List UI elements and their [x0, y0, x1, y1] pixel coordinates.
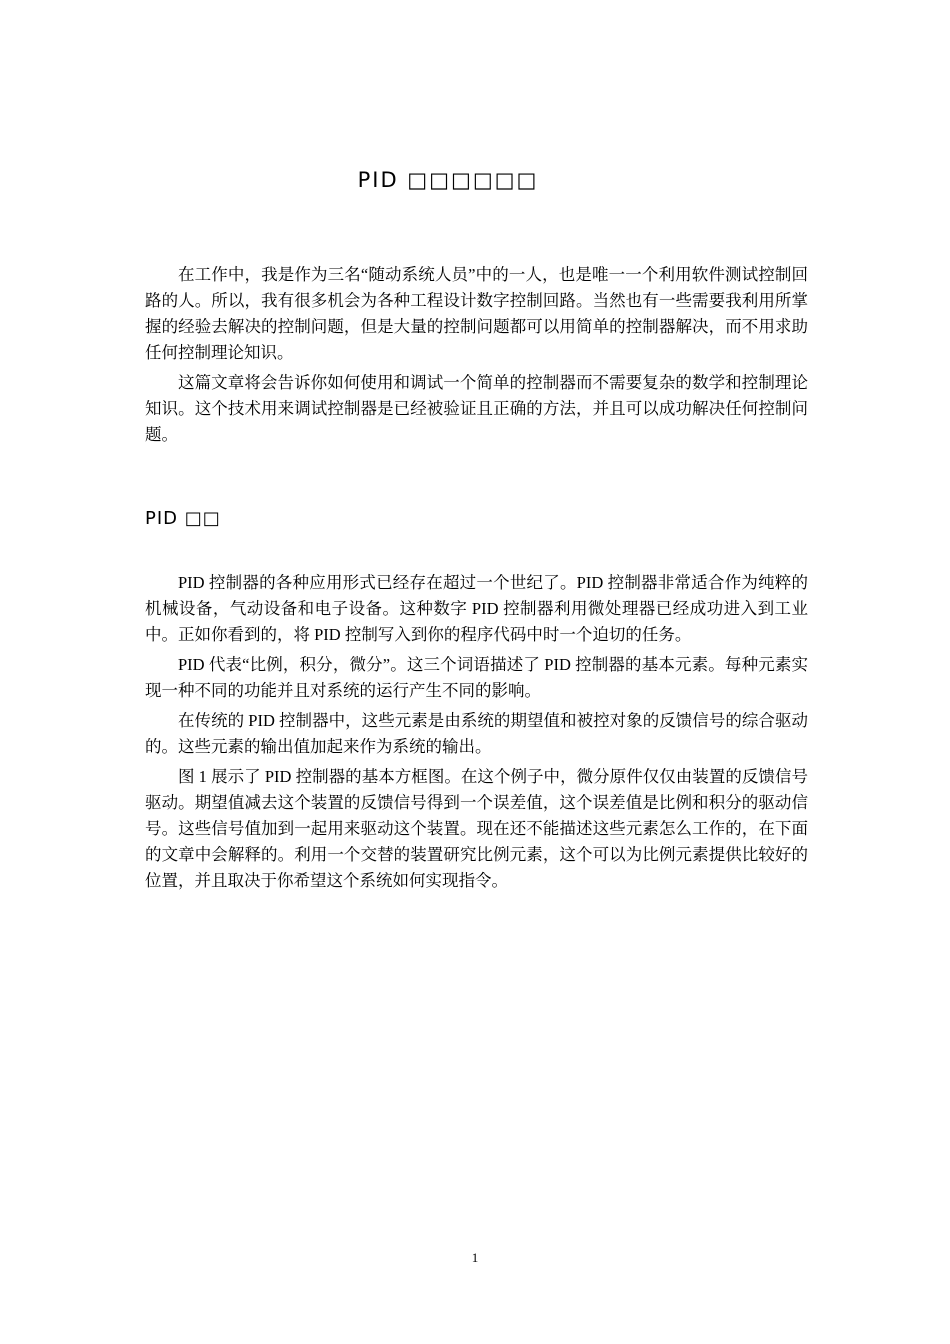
page-number: 1 [471, 1250, 479, 1265]
section-heading: PID □□ [145, 508, 221, 529]
intro-paragraph: 在工作中，我是作为三名“随动系统人员”中的一人，也是唯一一个利用软件测试控制回路的人。所以，我有很多机会为各种工程设计数字控制回路。当然也有一些需要我利用所掌握的经验去解决的控制问题，但是大量的控制问题都可以用简单的控制器解决，而不用求助任何控制理论知识。 [145, 265, 808, 362]
pid-section-body [145, 570, 808, 898]
pid-paragraph: PID 控制器的各种应用形式已经存在超过一个世纪了。PID 控制器非常适合作为纯粹的机械设备，气动设备和电子设备。这种数字 PID 控制器利用微处理器已经成功进入到工业中。正如你看到的，将 PID 控制写入到你的程序代码中时一个迫切的任务。 [145, 573, 808, 644]
pid-paragraph: 在传统的 PID 控制器中，这些元素是由系统的期望值和被控对象的反馈信号的综合驱动的。这些元素的输出值加起来作为系统的输出。 [145, 711, 808, 756]
pid-paragraph: PID 代表“比例，积分，微分”。这三个词语描述了 PID 控制器的基本元素。每种元素实现一种不同的功能并且对系统的运行产生不同的影响。 [145, 655, 808, 700]
pid-paragraph: 图 1 展示了 PID 控制器的基本方框图。在这个例子中，微分原件仅仅由装置的反馈信号驱动。期望值减去这个装置的反馈信号得到一个误差值，这个误差值是比例和积分的驱动信号。这些信号值加到一起用来驱动这个装置。现在还不能描述这些元素怎么工作的，在下面的文章中会解释的。利用一个交替的装置研究比例元素，这个可以为比例元素提供比较好的位置，并且取决于你希望这个系统如何实现指令。 [145, 767, 808, 890]
intro-paragraph: 这篇文章将会告诉你如何使用和调试一个简单的控制器而不需要复杂的数学和控制理论知识。这个技术用来调试控制器是已经被验证且正确的方法，并且可以成功解决任何控制问题。 [145, 373, 808, 444]
intro-section [145, 262, 808, 452]
document-title: PID □□□□□□ [357, 168, 539, 192]
